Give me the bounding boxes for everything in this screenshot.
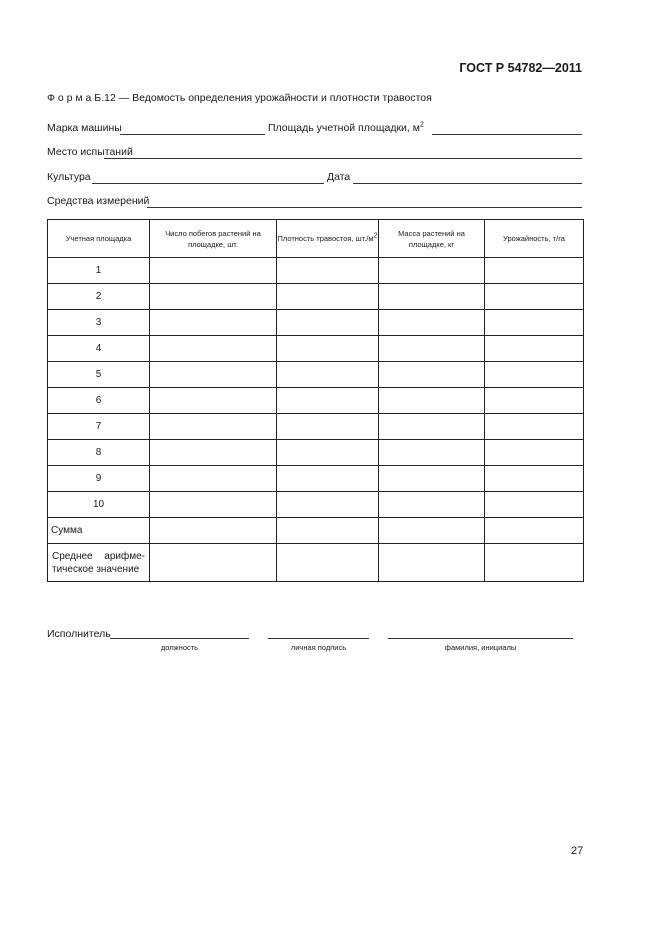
- mean-row: [48, 544, 584, 582]
- plot-number: 7: [48, 414, 150, 440]
- density-cell[interactable]: [277, 388, 379, 414]
- position-field[interactable]: [110, 638, 249, 639]
- standard-code: ГОСТ Р 54782—2011: [459, 61, 582, 75]
- form-title: Ф о р м а Б.12 — Ведомость определения урожайности и плотности травостоя: [47, 92, 432, 104]
- density-cell[interactable]: [277, 310, 379, 336]
- plot-number: 8: [48, 440, 150, 466]
- mass-cell[interactable]: [379, 492, 485, 518]
- shoots-cell[interactable]: [150, 492, 277, 518]
- col-header-yield: Урожайность, т/га: [485, 220, 584, 258]
- yield-cell[interactable]: [485, 284, 584, 310]
- shoots-cell[interactable]: [150, 414, 277, 440]
- yield-cell[interactable]: [485, 466, 584, 492]
- instruments-field[interactable]: [147, 207, 582, 208]
- shoots-cell[interactable]: [150, 440, 277, 466]
- mean-label: Среднее арифме-тическое значение: [48, 544, 150, 582]
- name-caption: фамилия, инициалы: [444, 643, 517, 652]
- crop-field[interactable]: [92, 183, 324, 184]
- sum-row: [48, 518, 584, 544]
- table-row: [48, 258, 584, 284]
- table-row: [48, 388, 584, 414]
- density-cell[interactable]: [277, 414, 379, 440]
- yield-cell[interactable]: [485, 388, 584, 414]
- signature-caption: личная подпись: [290, 643, 347, 652]
- table-row: [48, 414, 584, 440]
- date-field[interactable]: [353, 183, 582, 184]
- mass-cell[interactable]: [379, 466, 485, 492]
- plot-area-field[interactable]: [432, 134, 582, 135]
- density-cell[interactable]: [277, 466, 379, 492]
- table-row: [48, 284, 584, 310]
- plot-number: 5: [48, 362, 150, 388]
- mass-cell[interactable]: [379, 258, 485, 284]
- shoots-cell[interactable]: [150, 362, 277, 388]
- mass-cell[interactable]: [379, 284, 485, 310]
- shoots-cell[interactable]: [150, 466, 277, 492]
- plot-number: 3: [48, 310, 150, 336]
- field-row-machine: [47, 122, 582, 136]
- yield-mean-cell[interactable]: [485, 544, 584, 582]
- table-row: [48, 310, 584, 336]
- sum-label: Сумма: [48, 518, 150, 544]
- mass-cell[interactable]: [379, 440, 485, 466]
- shoots-cell[interactable]: [150, 258, 277, 284]
- mass-sum-cell[interactable]: [379, 518, 485, 544]
- col-header-mass: Масса растений на площадке, кг: [379, 220, 485, 258]
- table-row: [48, 362, 584, 388]
- name-field[interactable]: [388, 638, 573, 639]
- field-row-instruments: [47, 195, 582, 209]
- mass-cell[interactable]: [379, 414, 485, 440]
- signature-field[interactable]: [268, 638, 369, 639]
- yield-cell[interactable]: [485, 258, 584, 284]
- plot-number: 4: [48, 336, 150, 362]
- shoots-cell[interactable]: [150, 388, 277, 414]
- shoots-cell[interactable]: [150, 336, 277, 362]
- shoots-sum-cell[interactable]: [150, 518, 277, 544]
- mass-mean-cell[interactable]: [379, 544, 485, 582]
- col-header-plot: Учетная площадка: [48, 220, 150, 258]
- density-cell[interactable]: [277, 492, 379, 518]
- density-cell[interactable]: [277, 336, 379, 362]
- yield-cell[interactable]: [485, 492, 584, 518]
- machine-brand-label: Марка машины: [47, 122, 122, 134]
- table-row: [48, 440, 584, 466]
- yield-table: [47, 219, 584, 582]
- col-header-shoots: Число побегов растений на площадке, шт.: [150, 220, 277, 258]
- test-site-field[interactable]: [104, 158, 582, 159]
- plot-number: 1: [48, 258, 150, 284]
- col-header-density: Плотность травостоя, $шт./м^2$: [277, 220, 379, 258]
- field-row-site: [47, 146, 582, 160]
- machine-brand-field[interactable]: [120, 134, 265, 135]
- plot-number: 10: [48, 492, 150, 518]
- plot-number: 6: [48, 388, 150, 414]
- density-cell[interactable]: [277, 440, 379, 466]
- table-row: [48, 466, 584, 492]
- density-cell[interactable]: [277, 284, 379, 310]
- shoots-cell[interactable]: [150, 284, 277, 310]
- yield-cell[interactable]: [485, 310, 584, 336]
- mass-cell[interactable]: [379, 310, 485, 336]
- table-row: [48, 336, 584, 362]
- page-number: 27: [571, 845, 584, 857]
- yield-cell[interactable]: [485, 440, 584, 466]
- density-sum-cell[interactable]: [277, 518, 379, 544]
- plot-number: 2: [48, 284, 150, 310]
- yield-cell[interactable]: [485, 362, 584, 388]
- yield-cell[interactable]: [485, 336, 584, 362]
- shoots-cell[interactable]: [150, 310, 277, 336]
- mass-cell[interactable]: [379, 362, 485, 388]
- test-site-label: Место испытаний: [47, 146, 133, 158]
- yield-cell[interactable]: [485, 414, 584, 440]
- executor-label: Исполнитель: [47, 628, 111, 640]
- density-cell[interactable]: [277, 362, 379, 388]
- mass-cell[interactable]: [379, 336, 485, 362]
- plot-area-label: Площадь учетной площадки, $м^2$: [268, 121, 424, 134]
- field-row-crop: [47, 171, 582, 185]
- shoots-mean-cell[interactable]: [150, 544, 277, 582]
- date-label: Дата: [327, 171, 351, 183]
- density-cell[interactable]: [277, 258, 379, 284]
- table-row: [48, 492, 584, 518]
- mass-cell[interactable]: [379, 388, 485, 414]
- instruments-label: Средства измерений: [47, 195, 150, 207]
- position-caption: должность: [160, 643, 199, 652]
- plot-number: 9: [48, 466, 150, 492]
- yield-sum-cell[interactable]: [485, 518, 584, 544]
- table-header-row: [48, 220, 584, 258]
- crop-label: Культура: [47, 171, 91, 183]
- density-mean-cell[interactable]: [277, 544, 379, 582]
